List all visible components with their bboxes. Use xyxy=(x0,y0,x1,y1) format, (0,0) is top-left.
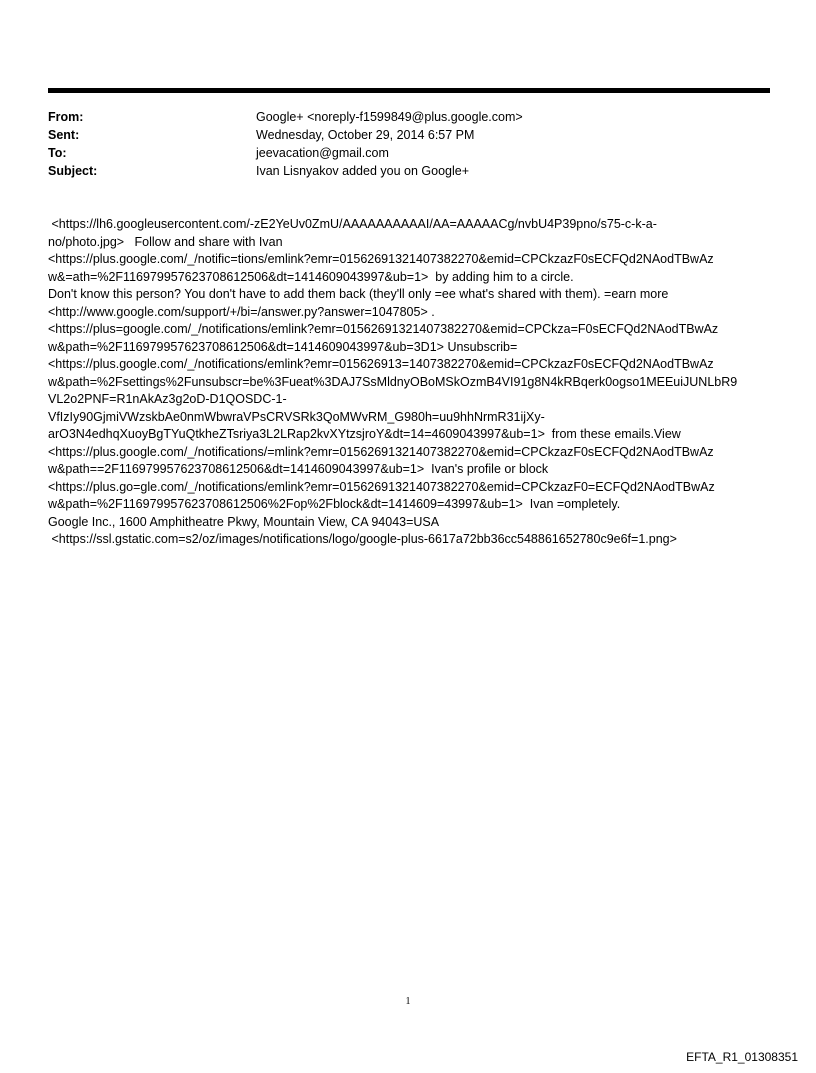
body-line: w&path=%2F116979957623708612506%2Fop%2Fblock&dt=1414609=43997&ub=1> Ivan =ompletely. xyxy=(48,497,621,511)
from-value: Google+ <noreply-f1599849@plus.google.com> xyxy=(256,110,523,124)
body-line: <https://plus.google.com/_/notific=tions/emlink?emr=01562691321407382270&emid=CPCkzazF0sECFQd2NAodTBwAz xyxy=(48,252,714,266)
header-subject-row xyxy=(48,162,770,180)
body-line: no/photo.jpg> Follow and share with Ivan xyxy=(48,234,283,249)
email-body xyxy=(48,216,770,549)
email-header xyxy=(48,108,770,180)
body-line: w&path==2F116979957623708612506&dt=1414609043997&ub=1> Ivan's profile or block xyxy=(48,462,549,476)
body-line: w&path=%2F116979957623708612506&dt=1414609043997&ub=3D1> Unsubscrib= xyxy=(48,339,518,354)
sent-label: Sent: xyxy=(48,128,80,142)
to-value: jeevacation@gmail.com xyxy=(256,146,389,160)
from-label: From: xyxy=(48,110,84,124)
body-line: w&=ath=%2F116979957623708612506&dt=1414609043997&ub=1> by adding him to a circle. xyxy=(48,269,574,284)
subject-value: Ivan Lisnyakov added you on Google+ xyxy=(256,164,470,178)
body-line: <https://plus.google.com/_/notifications/emlink?emr=015626913=1407382270&emid=CPCkzazF0sECFQd2NAodTBwAz xyxy=(48,357,714,371)
body-line: VL2o2PNF=R1nAkAz3g2oD-D1QOSDC-1- xyxy=(48,392,287,406)
subject-label: Subject: xyxy=(48,164,98,178)
body-line: <https://plus.go=gle.com/_/notifications/emlink?emr=01562691321407382270&emid=CPCkzazF0=ECFQd2NAodTBwAz xyxy=(48,479,715,494)
body-line: w&path=%2Fsettings%2Funsubscr=be%3Fueat%3DAJ7SsMldnyOBoMSkOzmB4VI91g8N4kRBqerk0ogso1MEEuiJUNLbR9 xyxy=(48,374,738,389)
page-number: 1 xyxy=(405,996,411,1007)
body-line: <https://lh6.googleusercontent.com/-zE2YeUv0ZmU/AAAAAAAAAAI/AA=AAAAACg/nvbU4P39pno/s75-c-k-a- xyxy=(48,217,657,231)
body-line: arO3N4edhqXuoyBgTYuQtkheZTsriya3L2LRap2kvXYtzsjroY&dt=14=4609043997&ub=1> from these emails.View xyxy=(48,427,681,441)
header-sent-row xyxy=(48,126,770,144)
sent-value: Wednesday, October 29, 2014 6:57 PM xyxy=(256,128,475,142)
body-line: VfIzIy90GjmiVWzskbAe0nmWbwraVPsCRVSRk3QoMWvRM_G980h=uu9hhNrmR31ijXy- xyxy=(48,409,545,424)
header-from-row xyxy=(48,108,770,126)
header-rule xyxy=(48,88,770,93)
document-id: EFTA_R1_01308351 xyxy=(686,1050,798,1064)
body-line: Google Inc., 1600 Amphitheatre Pkwy, Mountain View, CA 94043=USA xyxy=(48,514,440,529)
body-line: <https://plus.google.com/_/notifications/=mlink?emr=01562691321407382270&emid=CPCkzazF0sECFQd2NAodTBwAz xyxy=(48,444,714,459)
body-line: Don't know this person? You don't have to add them back (they'll only =ee what's shared with them). =earn more xyxy=(48,287,669,301)
body-line: <https://ssl.gstatic.com=s2/oz/images/notifications/logo/google-plus-6617a72bb36cc548861652780c9e6f=1.png> xyxy=(48,532,677,546)
body-line: <https://plus=google.com/_/notifications/emlink?emr=01562691321407382270&emid=CPCkza=F0sECFQd2NAodTBwAz xyxy=(48,322,719,336)
to-label: To: xyxy=(48,146,67,160)
body-line: <http://www.google.com/support/+/bi=/answer.py?answer=1047805> . xyxy=(48,304,435,319)
header-to-row xyxy=(48,144,770,162)
